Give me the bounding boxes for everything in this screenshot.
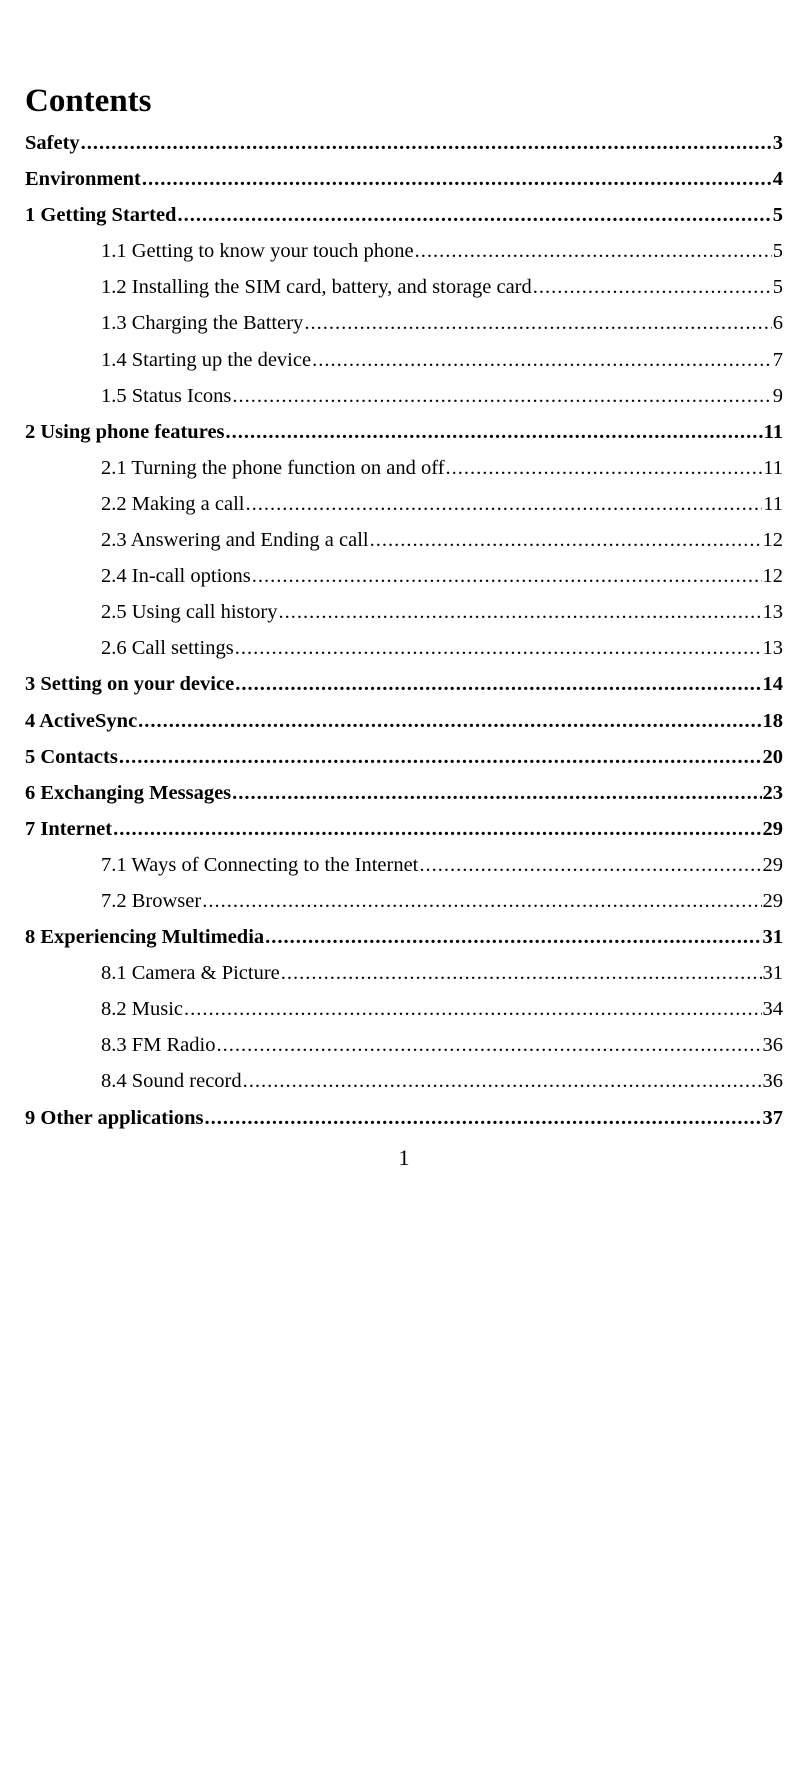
toc-leader — [81, 125, 772, 161]
toc-entry[interactable] — [25, 233, 783, 269]
toc-entry[interactable] — [25, 775, 783, 811]
toc-leader — [142, 161, 772, 197]
toc-entry-label: 1.1 Getting to know your touch phone — [101, 240, 414, 263]
toc-leader — [119, 739, 762, 775]
toc-entry-label: 8.2 Music — [101, 998, 183, 1021]
toc-entry-label: 1 Getting Started — [25, 204, 177, 227]
toc-page-number: 5 — [772, 276, 783, 299]
toc-entry[interactable] — [25, 811, 783, 847]
toc-leader — [235, 630, 762, 666]
toc-entry[interactable] — [25, 522, 783, 558]
toc-entry-label: Environment — [25, 168, 141, 191]
toc-leader — [113, 811, 761, 847]
toc-page-number: 6 — [772, 312, 783, 335]
toc-entry[interactable] — [25, 955, 783, 991]
toc-page-number: 5 — [772, 204, 783, 227]
table-of-contents — [25, 125, 783, 1136]
toc-entry-label: 8 Experiencing Multimedia — [25, 926, 265, 949]
toc-leader — [235, 666, 761, 702]
page-title: Contents — [25, 83, 152, 119]
toc-entry[interactable] — [25, 1063, 783, 1099]
toc-page-number: 3 — [772, 132, 783, 154]
toc-page-number: 37 — [762, 1106, 783, 1129]
toc-entry-label: 1.5 Status Icons — [101, 384, 232, 407]
toc-leader — [281, 955, 762, 991]
toc-leader — [312, 342, 772, 378]
page-number: 1 — [398, 1145, 410, 1170]
toc-page-number: 9 — [772, 384, 783, 407]
toc-entry-label: 7.1 Ways of Connecting to the Internet — [101, 853, 419, 876]
toc-entry-label: 5 Contacts — [25, 745, 118, 768]
toc-entry[interactable] — [25, 486, 783, 522]
toc-page-number: 29 — [762, 817, 783, 840]
toc-leader — [415, 233, 772, 269]
toc-page-number: 18 — [762, 709, 783, 732]
toc-page-number: 5 — [772, 240, 783, 263]
toc-page-number: 4 — [772, 168, 783, 191]
toc-entry[interactable] — [25, 666, 783, 702]
toc-page-number: 12 — [762, 565, 783, 588]
toc-leader — [419, 847, 761, 883]
toc-entry-label: 6 Exchanging Messages — [25, 781, 232, 804]
toc-entry[interactable] — [25, 342, 783, 378]
toc-entry-label: 2.5 Using call history — [101, 601, 278, 624]
toc-page-number: 36 — [762, 1070, 783, 1093]
toc-entry-label: Safety — [25, 132, 80, 154]
toc-entry[interactable] — [25, 847, 783, 883]
toc-leader — [177, 197, 771, 233]
toc-page-number: 34 — [762, 998, 783, 1021]
toc-entry[interactable] — [25, 883, 783, 919]
toc-entry[interactable] — [25, 630, 783, 666]
toc-entry-label: 8.4 Sound record — [101, 1070, 242, 1093]
toc-entry-label: 1.4 Starting up the device — [101, 348, 312, 371]
toc-leader — [138, 703, 761, 739]
toc-entry[interactable] — [25, 125, 783, 161]
toc-entry-label: 2 Using phone features — [25, 420, 225, 443]
toc-entry-label: 9 Other applications — [25, 1106, 204, 1129]
toc-leader — [226, 414, 763, 450]
toc-leader — [279, 594, 762, 630]
toc-page-number: 7 — [772, 348, 783, 371]
toc-page-number: 14 — [762, 673, 783, 696]
toc-entry-label: 1.2 Installing the SIM card, battery, and storage card — [101, 276, 532, 299]
toc-entry-label: 4 ActiveSync — [25, 709, 138, 732]
toc-page-number: 23 — [762, 781, 783, 804]
toc-leader — [252, 558, 762, 594]
toc-leader — [184, 991, 762, 1027]
toc-leader — [232, 378, 771, 414]
toc-page-number: 12 — [762, 529, 783, 552]
toc-leader — [304, 305, 771, 341]
toc-entry[interactable] — [25, 991, 783, 1027]
toc-leader — [446, 450, 763, 486]
toc-leader — [204, 1100, 761, 1136]
toc-leader — [533, 269, 772, 305]
toc-entry-label: 8.3 FM Radio — [101, 1034, 216, 1057]
toc-page-number: 20 — [762, 745, 783, 768]
toc-entry-label: 2.1 Turning the phone function on and off — [101, 456, 445, 479]
toc-leader — [370, 522, 762, 558]
toc-entry[interactable] — [25, 414, 783, 450]
toc-entry[interactable] — [25, 594, 783, 630]
toc-page-number: 36 — [762, 1034, 783, 1057]
toc-entry[interactable] — [25, 305, 783, 341]
toc-entry-label: 3 Setting on your device — [25, 673, 235, 696]
toc-page-number: 13 — [762, 601, 783, 624]
toc-page-number: 11 — [763, 492, 783, 515]
toc-page-number: 29 — [762, 853, 783, 876]
toc-entry-label: 2.4 In-call options — [101, 565, 251, 588]
toc-entry-label: 1.3 Charging the Battery — [101, 312, 304, 335]
toc-entry-label: 8.1 Camera & Picture — [101, 962, 280, 985]
toc-leader — [245, 486, 762, 522]
toc-page-number: 11 — [763, 456, 783, 479]
toc-page-number: 31 — [762, 926, 783, 949]
toc-entry[interactable] — [25, 378, 783, 414]
toc-entry[interactable] — [25, 197, 783, 233]
toc-entry[interactable] — [25, 269, 783, 305]
toc-entry[interactable] — [25, 450, 783, 486]
toc-leader — [232, 775, 761, 811]
toc-page-number: 31 — [762, 962, 783, 985]
toc-leader — [265, 919, 761, 955]
toc-entry-label: 2.6 Call settings — [101, 637, 234, 660]
toc-entry-label: 7.2 Browser — [101, 889, 202, 912]
toc-entry[interactable] — [25, 739, 783, 775]
toc-entry[interactable] — [25, 161, 783, 197]
toc-page-number: 11 — [763, 420, 783, 443]
toc-entry[interactable] — [25, 919, 783, 955]
toc-page-number: 29 — [762, 889, 783, 912]
toc-entry[interactable] — [25, 1100, 783, 1136]
toc-entry-label: 7 Internet — [25, 817, 113, 840]
toc-leader — [243, 1063, 762, 1099]
toc-leader — [202, 883, 761, 919]
toc-entry[interactable] — [25, 703, 783, 739]
toc-page-number: 13 — [762, 637, 783, 660]
toc-leader — [216, 1027, 761, 1063]
toc-entry[interactable] — [25, 1027, 783, 1063]
toc-entry-label: 2.2 Making a call — [101, 492, 245, 515]
toc-entry-label: 2.3 Answering and Ending a call — [101, 529, 369, 552]
toc-entry[interactable] — [25, 558, 783, 594]
